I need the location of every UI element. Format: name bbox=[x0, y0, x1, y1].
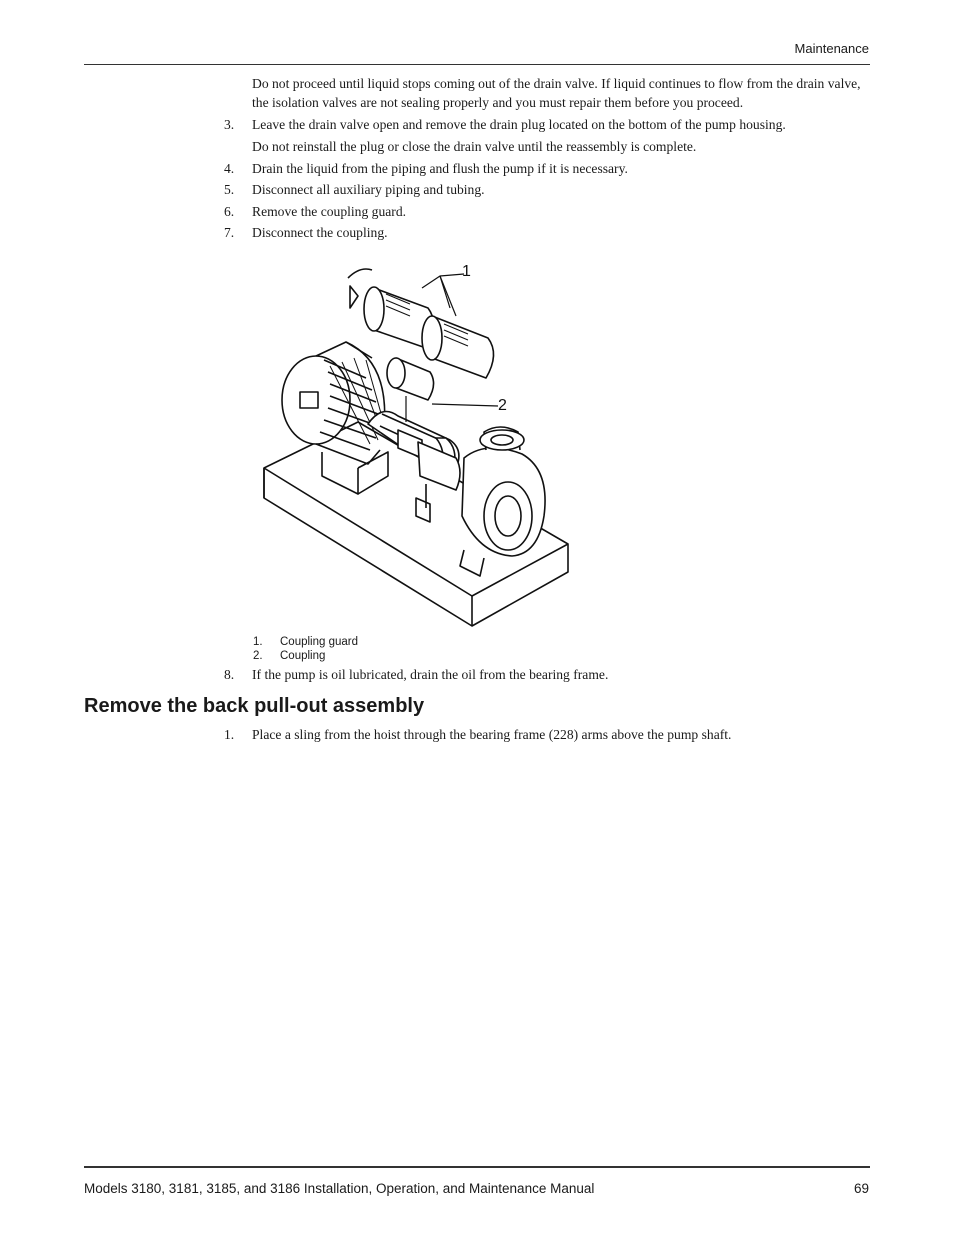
step-number: 3. bbox=[224, 117, 235, 132]
coupling-part bbox=[387, 358, 434, 400]
step-number: 5. bbox=[224, 182, 235, 197]
step-number: 4. bbox=[224, 161, 235, 176]
step-number: 6. bbox=[224, 204, 235, 219]
step-text: Disconnect the coupling. bbox=[252, 225, 388, 240]
section-heading: Remove the back pull-out assembly bbox=[84, 695, 425, 717]
pump-coupling-illustration bbox=[250, 254, 580, 630]
caption-text: Coupling bbox=[280, 650, 326, 662]
step-3-note: Do not reinstall the plug or close the drain valve until the reassembly is complete. bbox=[252, 139, 697, 154]
step-text: Remove the coupling guard. bbox=[252, 204, 407, 219]
callout-2: 2 bbox=[498, 397, 507, 414]
footer-manual-title: Models 3180, 3181, 3185, and 3186 Installation, Operation, and Maintenance Manual bbox=[84, 1181, 595, 1196]
step-number: 8. bbox=[224, 667, 235, 682]
callout-1: 1 bbox=[462, 263, 471, 280]
step-text: If the pump is oil lubricated, drain the oil from the bearing frame. bbox=[252, 667, 609, 682]
footer-page-number: 69 bbox=[853, 1181, 869, 1196]
caption-text: Coupling guard bbox=[280, 636, 359, 648]
step-text: Leave the drain valve open and remove the drain plug located on the bottom of the pump housing. bbox=[252, 117, 786, 132]
step-text: Disconnect all auxiliary piping and tubing. bbox=[252, 182, 485, 197]
step-text: Place a sling from the hoist through the bearing frame (228) arms above the pump shaft. bbox=[252, 727, 732, 742]
caption-number: 1. bbox=[253, 636, 263, 648]
step-number: 7. bbox=[224, 225, 235, 240]
header-rule bbox=[84, 64, 870, 65]
caption-number: 2. bbox=[253, 650, 263, 662]
step-text: Drain the liquid from the piping and flush the pump if it is necessary. bbox=[252, 161, 628, 176]
footer-rule bbox=[84, 1166, 870, 1168]
step-number: 1. bbox=[224, 727, 235, 742]
header-section-label: Maintenance bbox=[794, 41, 869, 56]
intro-paragraph: Do not proceed until liquid stops coming out of the drain valve. If liquid continues to flow from the drain valve, the isolation valves are not sealing properly and you must repair them before you proceed. bbox=[252, 76, 861, 110]
